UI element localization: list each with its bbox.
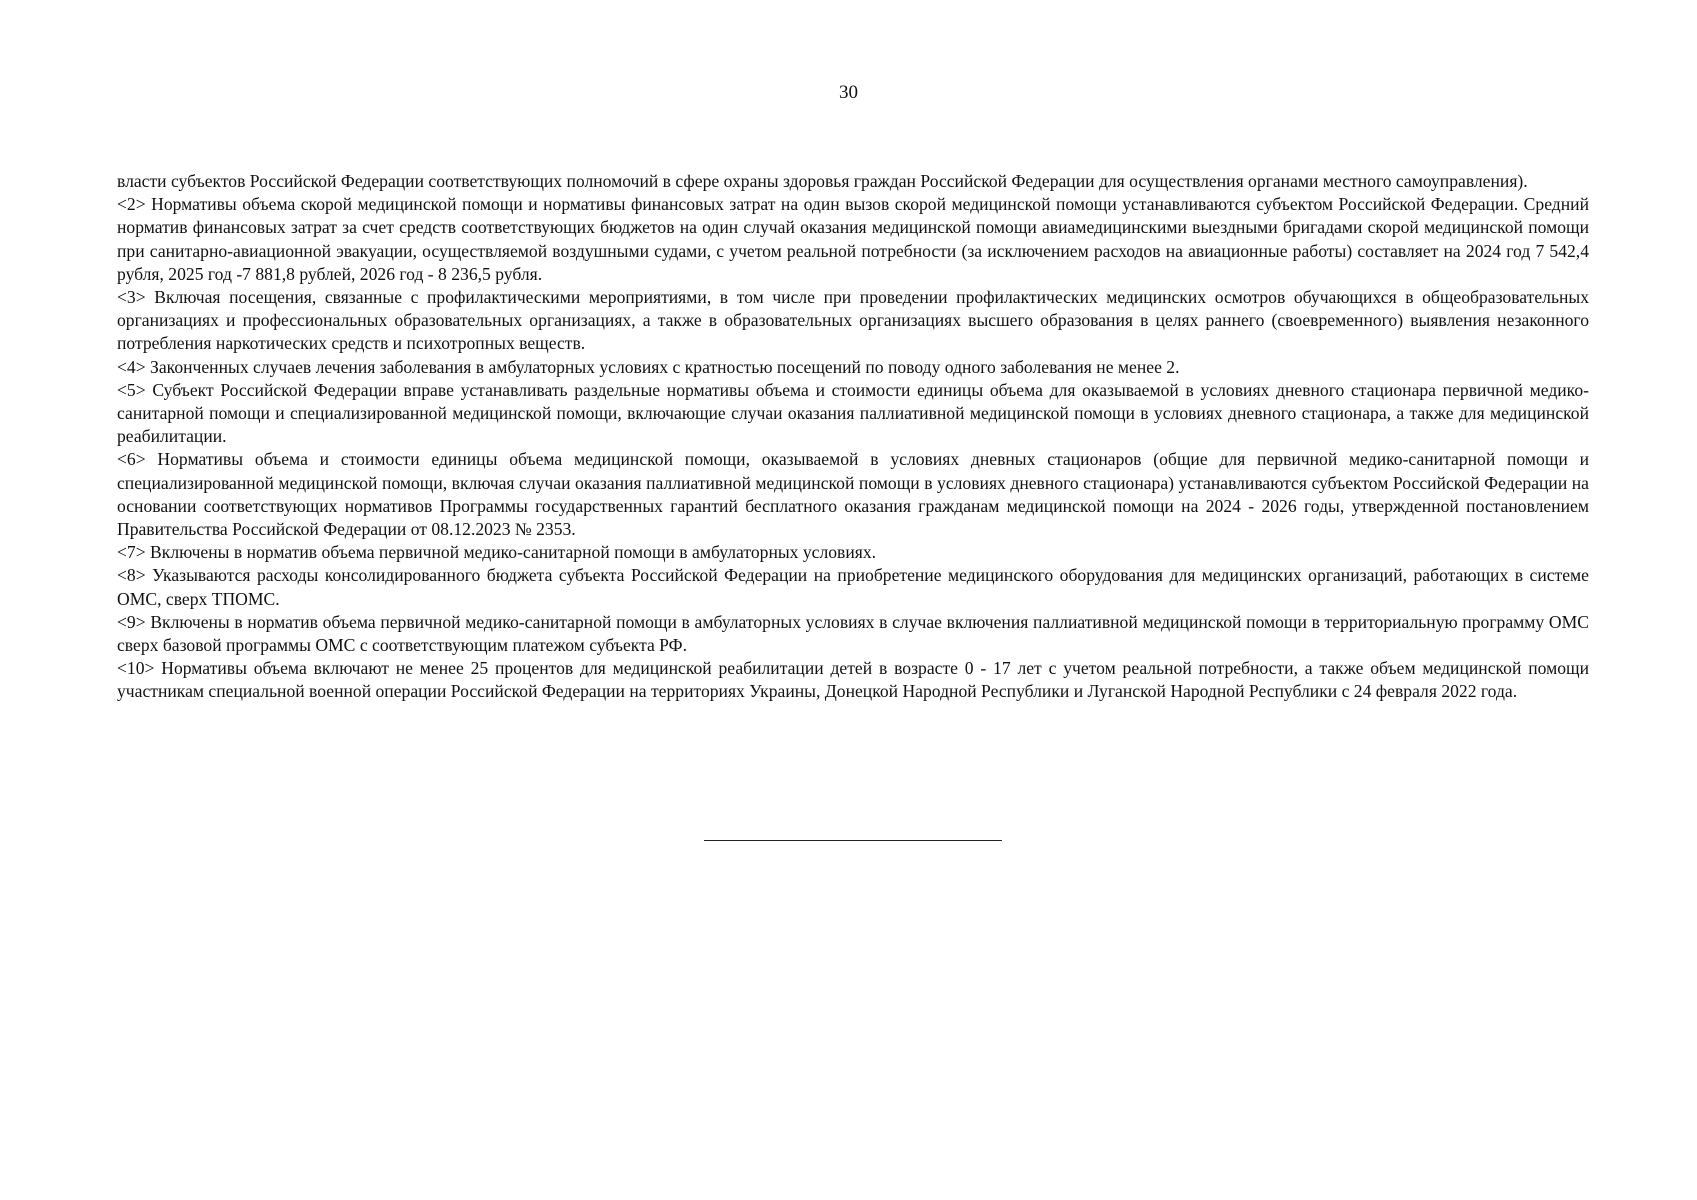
- footnote-7: <7> Включены в норматив объема первичной медико-санитарной помощи в амбулаторных условиях.: [117, 542, 877, 563]
- footnote-5: <5> Субъект Российской Федерации вправе устанавливать раздельные нормативы объема и стоимости единицы объема для оказываемой в условиях дневного стационара первичной медико-санитарной помощи и специализированной медицинской помощи, включающие случаи оказания паллиативной медицинской помощи в условиях дневного стационара, а также для медицинской реабилитации.: [117, 379, 1589, 447]
- footnote-2: <2> Нормативы объема скорой медицинской помощи и нормативы финансовых затрат на один вызов скорой медицинской помощи устанавливаются субъектом Российской Федерации. Средний норматив финансовых затрат за счет средств соответствующих бюджетов на один случай оказания медицинской помощи авиамедицинскими выездными бригадами скорой медицинской помощи при санитарно-авиационной эвакуации, осуществляемой воздушными судами, с учетом реальной потребности (за исключением расходов на авиационные работы) составляет на 2024 год 7 542,4 рубля, 2025 год -7 881,8 рублей, 2026 год - 8 236,5 рубля.: [117, 194, 1589, 284]
- footnote-4: <4> Законченных случаев лечения заболевания в амбулаторных условиях с кратностью посещений по поводу одного заболевания не менее 2.: [117, 356, 1180, 377]
- footnotes-section: [117, 170, 1589, 704]
- footnote-continuation: власти субъектов Российской Федерации соответствующих полномочий в сфере охраны здоровья граждан Российской Федерации для осуществления органами местного самоуправления).: [117, 171, 1528, 191]
- footnote-6: <6> Нормативы объема и стоимости единицы объема медицинской помощи, оказываемой в условиях дневных стационаров (общие для первичной медико-санитарной помощи и специализированной медицинской помощи, включая случаи оказания паллиативной медицинской помощи в условиях дневного стационара) устанавливаются субъектом Российской Федерации на основании соответствующих нормативов Программы государственных гарантий бесплатного оказания гражданам медицинской помощи на 2024 - 2026 годы, утвержденной постановлением Правительства Российской Федерации от 08.12.2023 № 2353.: [117, 449, 1589, 540]
- footnote-9: <9> Включены в норматив объема первичной медико-санитарной помощи в амбулаторных условиях в случае включения паллиативной медицинской помощи в территориальную программу ОМС сверх базовой программы ОМС с соответствующим платежом субъекта РФ.: [117, 611, 1589, 656]
- footnote-10: <10> Нормативы объема включают не менее 25 процентов для медицинской реабилитации детей в возрасте 0 - 17 лет с учетом реальной потребности, а также объем медицинской помощи участникам специальной военной операции Российской Федерации на территориях Украины, Донецкой Народной Республики и Луганской Народной Республики с 24 февраля 2022 года.: [117, 658, 1589, 702]
- end-divider-line: [704, 840, 1002, 841]
- footnote-3: <3> Включая посещения, связанные с профилактическими мероприятиями, в том числе при проведении профилактических медицинских осмотров обучающихся в общеобразовательных организациях и профессиональных образовательных организациях, а также в образовательных организациях высшего образования в целях раннего (своевременного) выявления незаконного потребления наркотических средств и психотропных веществ.: [117, 287, 1589, 354]
- page-number: 30: [839, 82, 858, 103]
- footnote-8: <8> Указываются расходы консолидированного бюджета субъекта Российской Федерации на приобретение медицинского оборудования для медицинских организаций, работающих в системе ОМС, сверх ТПОМС.: [117, 565, 1589, 609]
